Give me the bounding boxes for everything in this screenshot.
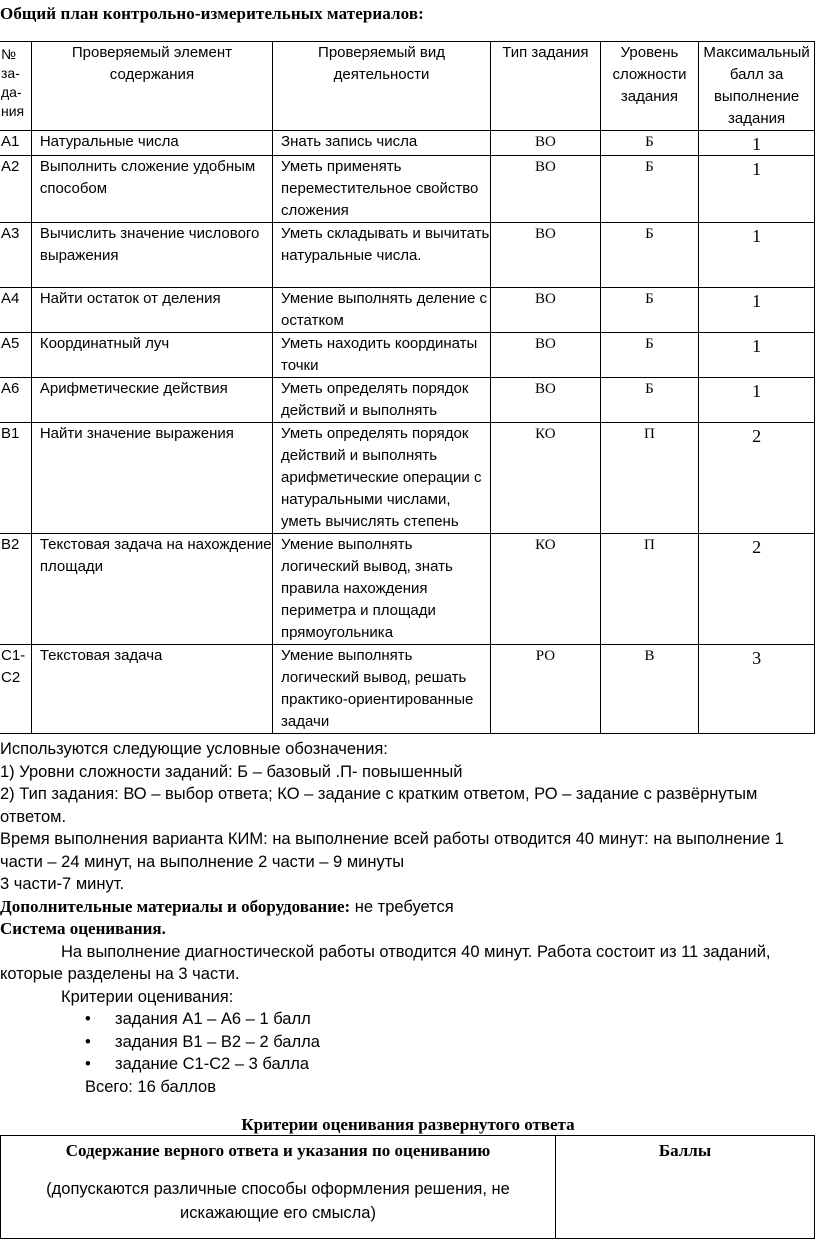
- header-number: № за-да-ния: [0, 42, 31, 131]
- row-type: ВО: [491, 156, 601, 223]
- plan-row: [0, 223, 815, 288]
- criteria-col-header: Содержание верного ответа и указания по оцениванию: [65, 1141, 491, 1160]
- row-activity: Умение выполнять логический вывод, решать практико-ориентированные задачи: [273, 645, 491, 734]
- row-level: Б: [600, 288, 698, 333]
- criteria-item: • задание С1-С2 – 3 балла: [0, 1053, 816, 1076]
- row-level: П: [600, 423, 698, 534]
- row-level: Б: [600, 156, 698, 223]
- plan-row: [0, 131, 815, 156]
- row-level: Б: [600, 333, 698, 378]
- row-number: А6: [0, 378, 31, 423]
- header-element: Проверяемый элемент содержания: [31, 42, 272, 131]
- row-number: А2: [0, 156, 31, 223]
- row-type: ВО: [491, 288, 601, 333]
- row-element: Вычислить значение числового выражения: [31, 223, 272, 288]
- row-activity: Уметь определять порядок действий и выполнять: [273, 378, 491, 423]
- page-heading: Общий план контрольно-измерительных материалов:: [0, 4, 424, 23]
- row-level: П: [600, 534, 698, 645]
- plan-row: [0, 333, 815, 378]
- row-element: Текстовая задача: [31, 645, 272, 734]
- materials-line: [0, 896, 816, 919]
- row-activity: Уметь применять переместительное свойство сложения: [273, 156, 491, 223]
- system-text: [0, 941, 816, 986]
- plan-row: [0, 534, 815, 645]
- criteria-col-subheader: (допускаются различные способы оформления решения, не искажающие его смысла): [46, 1180, 510, 1222]
- plan-table: [0, 41, 815, 734]
- row-level: Б: [600, 131, 698, 156]
- row-number: А1: [0, 131, 31, 156]
- row-type: ВО: [491, 378, 601, 423]
- row-element: Найти значение выражения: [31, 423, 272, 534]
- row-level: Б: [600, 378, 698, 423]
- row-type: ВО: [491, 131, 601, 156]
- row-type: РО: [491, 645, 601, 734]
- criteria-table-title: Критерии оценивания развернутого ответа: [241, 1115, 575, 1134]
- bullet-icon: •: [85, 1032, 91, 1051]
- row-element: Координатный луч: [31, 333, 272, 378]
- row-element: Текстовая задача на нахождение площади: [31, 534, 272, 645]
- bullet-icon: •: [85, 1010, 91, 1028]
- row-activity: Знать запись числа: [273, 131, 491, 156]
- plan-row: [0, 645, 815, 734]
- criteria-col-content: [1, 1136, 556, 1239]
- row-score: 1: [699, 333, 815, 378]
- materials-value: не требуется: [350, 897, 454, 916]
- plan-row: [0, 423, 815, 534]
- materials-label: Дополнительные материалы и оборудование:: [0, 896, 351, 916]
- criteria-list: [0, 1008, 816, 1076]
- row-score: 1: [699, 156, 815, 223]
- row-number: А4: [0, 288, 31, 333]
- header-activity: Проверяемый вид деятельности: [273, 42, 491, 131]
- notes-intro: Используются следующие условные обозначения:: [0, 740, 388, 758]
- row-activity: Уметь определять порядок действий и выполнять арифметические операции с натуральными числами, уметь вычислять степень: [273, 423, 491, 534]
- row-element: Арифметические действия: [31, 378, 272, 423]
- row-activity: Умение выполнять деление с остатком: [273, 288, 491, 333]
- plan-table-header: [0, 42, 815, 131]
- header-type: Тип задания: [491, 42, 601, 131]
- row-type: КО: [491, 534, 601, 645]
- row-element: Выполнить сложение удобным способом: [31, 156, 272, 223]
- row-score: 1: [699, 223, 815, 288]
- row-element: Найти остаток от деления: [31, 288, 272, 333]
- notes-time: Время выполнения варианта КИМ: на выполнение всей работы отводится 40 минут: на выполнение 1 части – 24 минут, на выполнение 2 части – 9 минуты: [0, 830, 784, 871]
- criteria-col-score: Баллы: [556, 1136, 815, 1239]
- notes-section: [0, 738, 816, 1098]
- row-activity: Умение выполнять логический вывод, знать правила нахождения периметра и площади прямоугольника: [273, 534, 491, 645]
- row-score: 2: [699, 423, 815, 534]
- system-text-content: На выполнение диагностической работы отводится 40 минут. Работа состоит из 11 заданий, которые разделены на 3 части.: [0, 942, 771, 983]
- row-level: Б: [600, 223, 698, 288]
- row-type: ВО: [491, 223, 601, 288]
- plan-row: [0, 156, 815, 223]
- plan-row: [0, 288, 815, 333]
- row-type: КО: [491, 423, 601, 534]
- row-number: А3: [0, 223, 31, 288]
- notes-levels: 1) Уровни сложности заданий: Б – базовый .П- повышенный: [0, 762, 463, 781]
- criteria-item: • задания В1 – В2 – 2 балла: [0, 1031, 816, 1054]
- row-number: С1-С2: [0, 645, 31, 734]
- row-score: 1: [699, 378, 815, 423]
- header-level: Уровень сложности задания: [600, 42, 698, 131]
- notes-time-part3: 3 части-7 минут.: [0, 875, 125, 893]
- notes-types: 2) Тип задания: ВО – выбор ответа; КО – задание с кратким ответом, РО – задание с развёрнутым ответом.: [0, 785, 758, 826]
- plan-row: [0, 378, 815, 423]
- criteria-item: • задания А1 – А6 – 1 балл: [0, 1008, 816, 1031]
- row-number: А5: [0, 333, 31, 378]
- total-score: Всего: 16 баллов: [85, 1077, 217, 1096]
- header-max-score: Максимальный балл за выполнение задания: [699, 42, 815, 131]
- row-number: В1: [0, 423, 31, 534]
- row-score: 1: [699, 288, 815, 333]
- row-number: В2: [0, 534, 31, 645]
- row-activity: Уметь складывать и вычитать натуральные числа.: [273, 223, 491, 288]
- criteria-title: Критерии оценивания:: [61, 987, 234, 1006]
- row-activity: Уметь находить координаты точки: [273, 333, 491, 378]
- row-score: 3: [699, 645, 815, 734]
- system-title: Система оценивания.: [0, 919, 166, 938]
- row-score: 2: [699, 534, 815, 645]
- row-type: ВО: [491, 333, 601, 378]
- row-element: Натуральные числа: [31, 131, 272, 156]
- row-score: 1: [699, 131, 815, 156]
- bullet-icon: •: [85, 1055, 91, 1073]
- criteria-table: [0, 1135, 815, 1239]
- row-level: В: [600, 645, 698, 734]
